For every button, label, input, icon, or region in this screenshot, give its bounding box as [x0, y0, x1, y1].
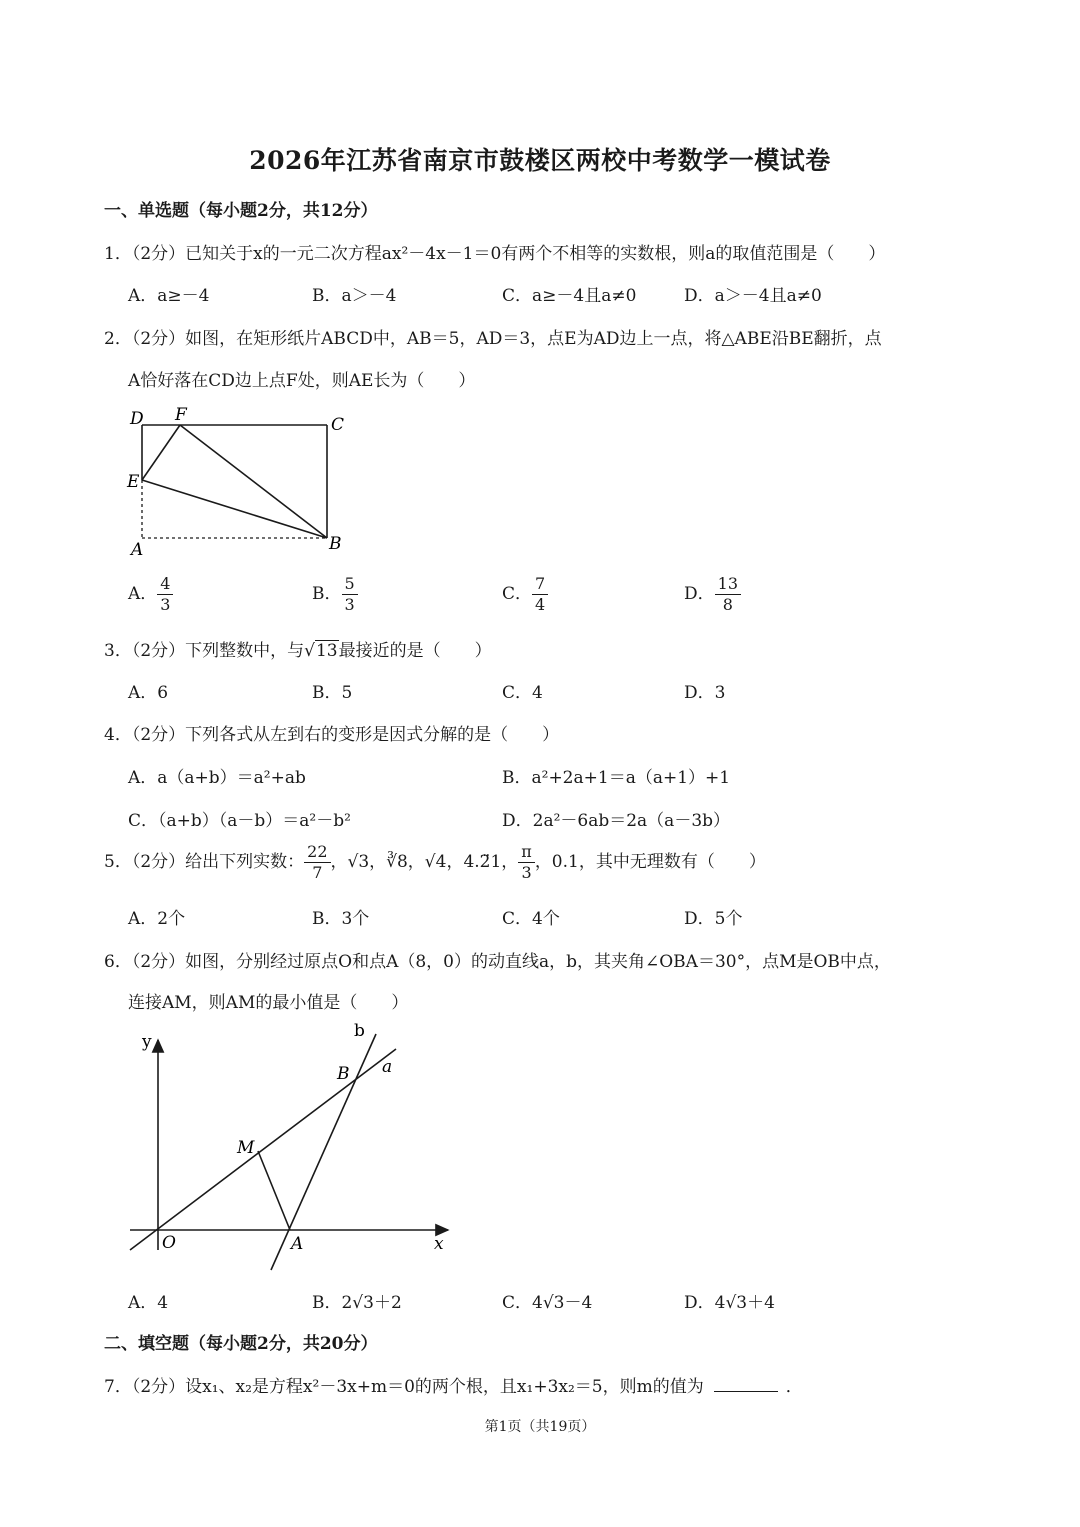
q4-option-a: A．a（a+b）＝a²+ab — [128, 768, 306, 788]
q3-option-a: A．6 — [128, 683, 169, 703]
question-2-stem-line1: 2．（2分）如图，在矩形纸片ABCD中，AB＝5，AD＝3，点E为AD边上一点，将△ABE沿BE翻折，点 — [104, 329, 882, 349]
q1-option-a: A．a≥－4 — [128, 286, 210, 306]
question-6-stem-line2: 连接AM，则AM的最小值是（ ） — [128, 993, 409, 1013]
question-3-stem: 3．（2分）下列整数中，与√13最接近的是（ ） — [104, 641, 492, 661]
q1-option-c: C．a≥－4且a≠0 — [502, 286, 637, 306]
label-c: C — [331, 415, 345, 435]
line-b — [271, 1034, 376, 1270]
label-a-point: A — [291, 1234, 304, 1254]
q3-option-d: D．3 — [684, 683, 726, 703]
question-6-stem-line1: 6．（2分）如图，分别经过原点O和点A（8，0）的动直线a，b，其夹角∠OBA＝30°，点M是OB中点， — [104, 952, 891, 972]
label-f: F — [175, 405, 187, 425]
q6-option-a: A．4 — [128, 1293, 169, 1313]
q2-option-c: C． $\frac{7}{4}$ — [502, 574, 548, 615]
q1-option-d: D．a＞－4且a≠0 — [684, 286, 822, 306]
label-b-point: B — [337, 1064, 350, 1084]
q4-option-d: D．2a²－6ab＝2a（a－3b） — [502, 811, 731, 831]
q6-coordinate-figure — [120, 1018, 460, 1276]
q5-option-d: D．5个 — [684, 909, 743, 929]
answer-blank — [714, 1377, 778, 1392]
label-b: B — [329, 534, 342, 554]
q2-option-a: A． $\frac{4}{3}$ — [128, 574, 173, 615]
question-2-stem-line2: A恰好落在CD边上点F处，则AE长为（ ） — [128, 371, 476, 391]
section-heading-single-choice: 一、单选题（每小题2分，共12分） — [104, 201, 378, 221]
label-e: E — [127, 472, 140, 492]
page-footer: 第1页（共19页） — [484, 1419, 596, 1435]
q2-option-d: D． $\frac{13}{8}$ — [684, 574, 741, 615]
section-heading-fill-blank: 二、填空题（每小题2分，共20分） — [104, 1334, 378, 1354]
page-title: 2026年江苏省南京市鼓楼区两校中考数学一模试卷 — [249, 146, 831, 175]
q6-option-c: C．4√3－4 — [502, 1293, 593, 1313]
label-o: O — [162, 1233, 176, 1253]
q5-option-a: A．2个 — [128, 909, 186, 929]
label-y: y — [142, 1032, 152, 1052]
label-a: A — [131, 540, 144, 560]
q4-option-b: B．a²+2a+1＝a（a+1）+1 — [502, 768, 731, 788]
q6-option-d: D．4√3＋4 — [684, 1293, 775, 1313]
label-x: x — [434, 1234, 444, 1254]
q5-option-b: B．3个 — [312, 909, 370, 929]
q1-option-b: B．a＞－4 — [312, 286, 397, 306]
label-b-line: b — [354, 1021, 365, 1041]
question-5-stem: 5．（2分）给出下列实数： $\frac{22}{7}$ ，√3，∛8，√4，4.2̈1， $\frac{\pi}{3}$ ，0.1，其中无理数有（ ） — [104, 842, 766, 882]
question-7-stem: 7．（2分）设x₁、x₂是方程x²－3x+m＝0的两个根，且x₁+3x₂＝5，则m的值为 ． — [104, 1377, 803, 1397]
q6-option-b: B．2√3＋2 — [312, 1293, 402, 1313]
q3-option-c: C．4 — [502, 683, 543, 703]
question-4-stem: 4．（2分）下列各式从左到右的变形是因式分解的是（ ） — [104, 725, 560, 745]
label-d: D — [130, 409, 144, 429]
q5-option-c: C．4个 — [502, 909, 560, 929]
q2-rectangle-figure — [120, 400, 360, 565]
question-1-stem: 1．（2分）已知关于x的一元二次方程ax²－4x－1＝0有两个不相等的实数根，则a的取值范围是（ ） — [104, 244, 886, 264]
label-m: M — [237, 1138, 255, 1158]
segment-am — [258, 1151, 290, 1230]
q4-option-c: C．（a+b）（a－b）＝a²－b² — [128, 811, 351, 831]
q2-option-b: B． $\frac{5}{3}$ — [312, 574, 358, 615]
label-a-line: a — [382, 1057, 393, 1077]
q3-option-b: B．5 — [312, 683, 353, 703]
